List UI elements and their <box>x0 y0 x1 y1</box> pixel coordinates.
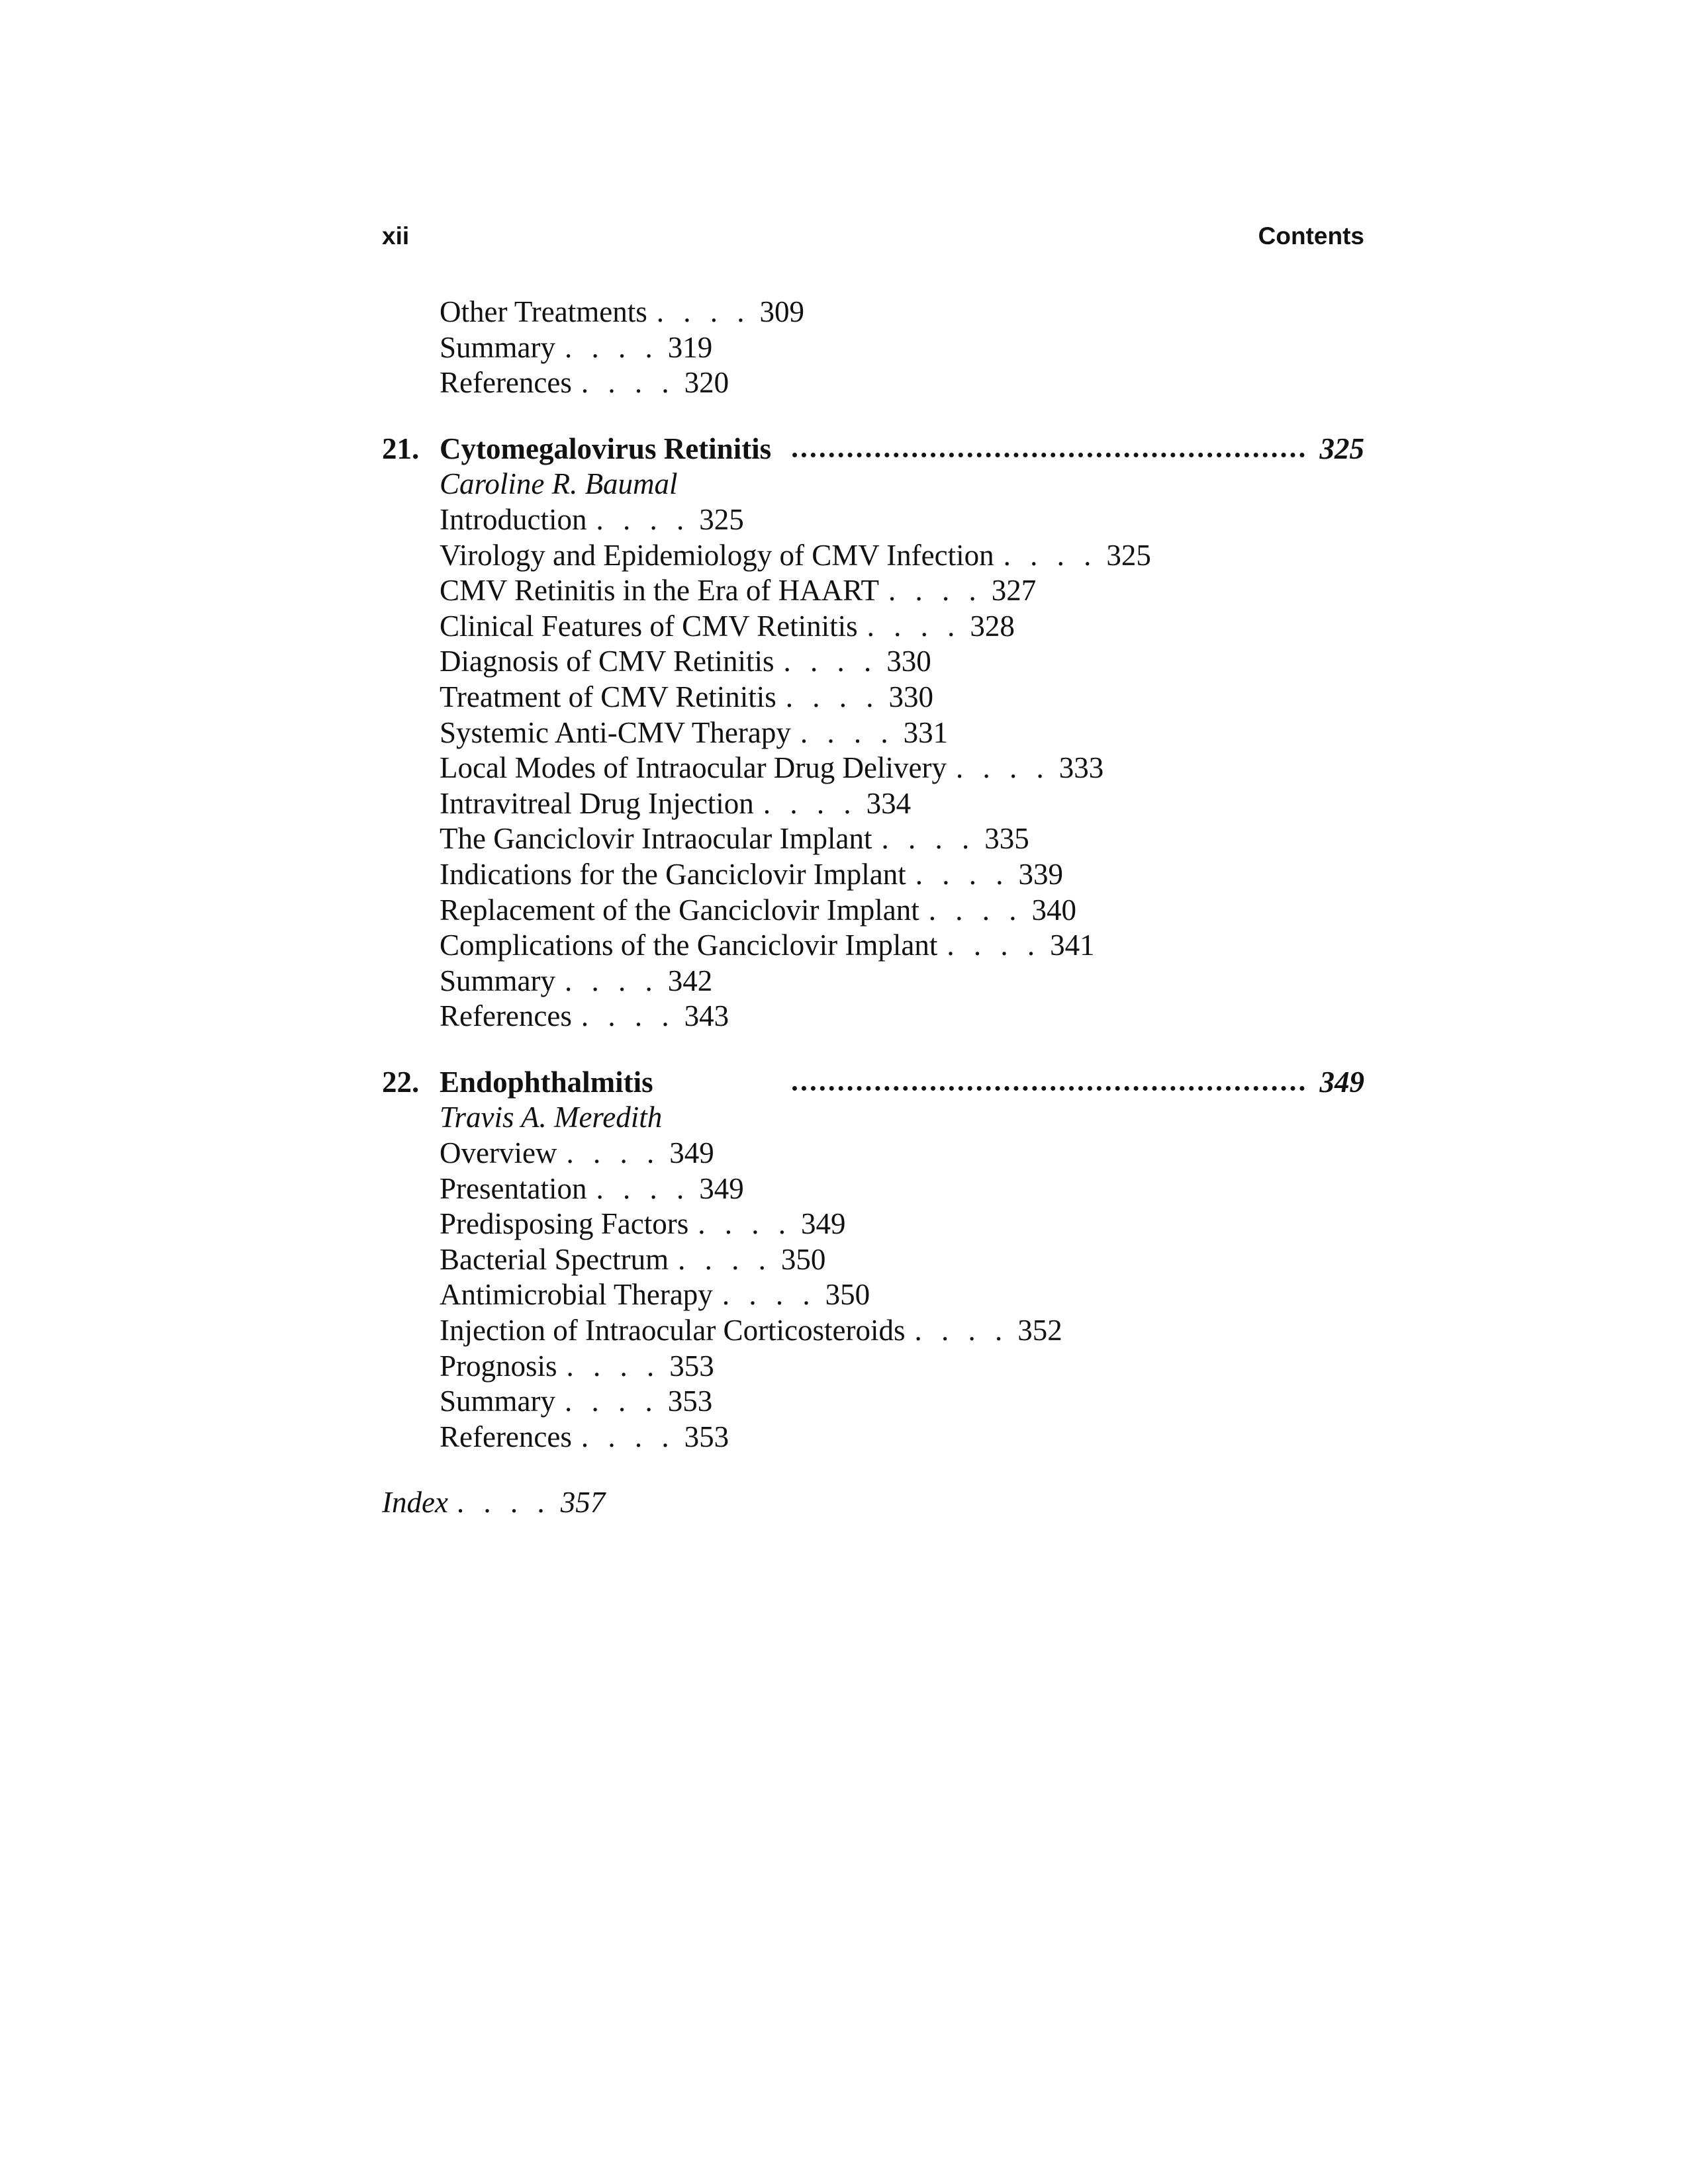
toc-entry-page: 335 <box>984 822 1029 856</box>
toc-leader-dots: . . . . <box>656 295 751 328</box>
toc-entry-title: Intravitreal Drug Injection <box>440 786 754 820</box>
toc-leader-dots: . . . . <box>1003 538 1098 572</box>
toc-entry-title: References <box>440 366 572 400</box>
toc-index-group <box>382 1485 1364 1521</box>
toc-entry-title: Bacterial Spectrum <box>440 1242 669 1276</box>
toc-entry <box>382 715 1364 751</box>
toc-entry <box>382 928 1364 964</box>
toc-entry-page: 342 <box>667 964 713 997</box>
toc-entry-page: 353 <box>667 1385 713 1418</box>
toc-entry-page: 327 <box>991 574 1037 608</box>
toc-group-continued <box>382 295 1364 401</box>
toc-entry-title: Summary <box>440 964 555 997</box>
toc-entry-title: Introduction <box>440 502 587 536</box>
chapter-title: Cytomegalovirus Retinitis <box>440 432 772 465</box>
toc-leader-dots: . . . . <box>596 502 690 536</box>
toc-entry <box>382 365 1364 401</box>
toc-leader-dots: . . . . <box>581 999 675 1033</box>
toc-entry <box>382 857 1364 893</box>
toc-entry-page: 339 <box>1018 857 1064 891</box>
toc-entry <box>382 330 1364 366</box>
toc-entry-title: Replacement of the Ganciclovir Implant <box>440 893 919 927</box>
toc-entry-page: 325 <box>699 502 744 536</box>
toc-leader-dots: . . . . <box>800 715 894 749</box>
toc-entry <box>382 786 1364 822</box>
toc-leader-dots: . . . . <box>888 574 982 608</box>
toc-entry-page: 340 <box>1031 893 1076 927</box>
toc-entry-title: Summary <box>440 330 555 364</box>
toc-entry <box>382 821 1364 857</box>
toc-leader-dots: . . . . <box>955 751 1050 785</box>
toc-entry <box>382 502 1364 538</box>
toc-entry <box>382 1277 1364 1313</box>
chapter-heading <box>382 1065 1364 1101</box>
toc-leader-dots: . . . . <box>566 1349 661 1383</box>
toc-entry-page: 350 <box>825 1278 870 1312</box>
toc-entry <box>382 999 1364 1034</box>
chapter-author: Caroline R. Baumal <box>440 467 678 501</box>
chapter-number: 22. <box>382 1065 420 1099</box>
toc-leader-dots: . . . . <box>698 1207 792 1241</box>
toc-leader-dots: . . . . <box>678 1242 772 1276</box>
toc-leader-dots: . . . . <box>581 1420 675 1453</box>
toc-entry <box>382 1206 1364 1242</box>
toc-entry <box>382 538 1364 574</box>
toc-entry <box>382 1420 1364 1455</box>
toc-entry-title: CMV Retinitis in the Era of HAART <box>440 574 879 608</box>
toc-leader-dots: . . . . <box>596 1171 690 1205</box>
chapter-author: Travis A. Meredith <box>440 1101 663 1134</box>
toc-entry-page: 350 <box>780 1242 826 1276</box>
chapter-title-wrap <box>382 1066 665 1099</box>
toc-entry-title: Diagnosis of CMV Retinitis <box>440 645 774 678</box>
toc-entry <box>382 893 1364 929</box>
toc-leader-dots: . . . . <box>457 1486 551 1520</box>
toc-chapter-22 <box>382 1065 1364 1455</box>
toc-entry <box>382 680 1364 715</box>
toc-entry-page: 325 <box>1106 538 1151 572</box>
toc-entry-page: 353 <box>684 1420 729 1453</box>
toc-leader-dots: . . . . <box>565 964 659 997</box>
index-page: 357 <box>560 1486 606 1520</box>
toc-entry <box>382 1136 1364 1171</box>
toc-entry <box>382 964 1364 999</box>
toc-leader-dots: . . . . <box>566 1136 661 1170</box>
chapter-page: 349 <box>1308 1065 1365 1101</box>
toc-entry-title: Virology and Epidemiology of CMV Infection <box>440 538 994 572</box>
chapter-title: Endophthalmitis <box>440 1065 653 1099</box>
running-head <box>382 218 1364 258</box>
toc-entry-page: 320 <box>684 366 729 400</box>
toc-entry <box>382 751 1364 786</box>
toc-entry-title: Injection of Intraocular Corticosteroids <box>440 1314 906 1347</box>
toc-leader-dots: . . . . <box>722 1278 816 1312</box>
toc-leader-dots: . . . . <box>785 680 880 713</box>
chapter-title-wrap <box>382 432 783 465</box>
toc-entry-page: 349 <box>669 1136 714 1170</box>
toc-entry <box>382 1171 1364 1207</box>
toc-entry-page: 328 <box>970 609 1015 643</box>
toc-entry-title: Systemic Anti-CMV Therapy <box>440 715 791 749</box>
chapter-leader-dots <box>792 1086 1305 1091</box>
toc-entry-page: 330 <box>888 680 934 713</box>
toc-entry-page: 330 <box>886 645 931 678</box>
toc-leader-dots: . . . . <box>915 857 1009 891</box>
toc-entry-title: The Ganciclovir Intraocular Implant <box>440 822 872 856</box>
toc-entry-title: Indications for the Ganciclovir Implant <box>440 857 906 891</box>
index-title: Index <box>382 1486 448 1520</box>
toc-entry-page: 331 <box>903 715 949 749</box>
toc-entry <box>382 644 1364 680</box>
toc-leader-dots: . . . . <box>763 786 857 820</box>
toc-entry-page: 341 <box>1050 929 1095 962</box>
toc-entry-page: 343 <box>684 999 729 1033</box>
toc-entry-page: 334 <box>866 786 912 820</box>
toc-entry-page: 349 <box>699 1171 744 1205</box>
toc-entry <box>382 295 1364 330</box>
toc-entry-title: Complications of the Ganciclovir Implant <box>440 929 938 962</box>
toc-entry-title: Antimicrobial Therapy <box>440 1278 713 1312</box>
toc-entry-page: 353 <box>669 1349 714 1383</box>
toc-entry <box>382 1384 1364 1420</box>
toc-entry-page: 319 <box>667 330 713 364</box>
toc-entry <box>382 1349 1364 1385</box>
toc-entry <box>382 1242 1364 1278</box>
toc-entry-title: Treatment of CMV Retinitis <box>440 680 776 713</box>
toc-entry-page: 349 <box>801 1207 846 1241</box>
index-entry <box>382 1485 1364 1521</box>
toc-entry-page: 352 <box>1017 1314 1062 1347</box>
toc-leader-dots: . . . . <box>783 645 878 678</box>
toc-entry-title: References <box>440 999 572 1033</box>
toc-entry-page: 309 <box>759 295 804 328</box>
chapter-number: 21. <box>382 432 420 465</box>
table-of-contents <box>382 295 1364 1521</box>
toc-entry-page: 333 <box>1058 751 1104 785</box>
toc-entry <box>382 573 1364 609</box>
toc-leader-dots: . . . . <box>565 330 659 364</box>
toc-entry-title: Clinical Features of CMV Retinitis <box>440 609 858 643</box>
chapter-page: 325 <box>1308 432 1365 467</box>
chapter-leader-dots <box>792 453 1305 457</box>
toc-entry-title: References <box>440 1420 572 1453</box>
toc-leader-dots: . . . . <box>914 1314 1009 1347</box>
toc-entry <box>382 1313 1364 1349</box>
toc-entry-title: Prognosis <box>440 1349 557 1383</box>
toc-entry-title: Summary <box>440 1385 555 1418</box>
toc-entry-title: Predisposing Factors <box>440 1207 689 1241</box>
page-folio: xii <box>382 222 410 250</box>
toc-entry-title: Local Modes of Intraocular Drug Delivery <box>440 751 947 785</box>
running-head-section: Contents <box>1258 222 1364 250</box>
toc-leader-dots: . . . . <box>881 822 976 856</box>
toc-entry-title: Presentation <box>440 1171 587 1205</box>
toc-chapter-21 <box>382 432 1364 1034</box>
chapter-heading <box>382 432 1364 467</box>
toc-leader-dots: . . . . <box>581 366 675 400</box>
toc-leader-dots: . . . . <box>928 893 1023 927</box>
toc-leader-dots: . . . . <box>565 1385 659 1418</box>
toc-entry <box>382 609 1364 645</box>
toc-entry-title: Overview <box>440 1136 557 1170</box>
toc-leader-dots: . . . . <box>947 929 1041 962</box>
toc-entry-title: Other Treatments <box>440 295 647 328</box>
toc-leader-dots: . . . . <box>867 609 961 643</box>
